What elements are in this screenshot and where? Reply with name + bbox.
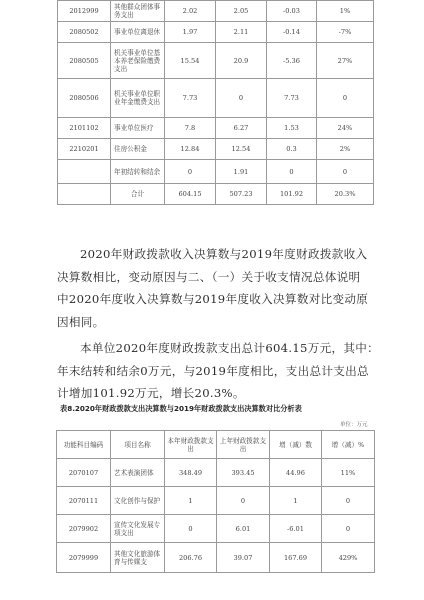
value-cell: 348.49 (165, 459, 217, 487)
table-row (58, 22, 374, 43)
name-cell: 艺术表演团体 (111, 459, 165, 487)
value-cell: 0 (322, 515, 375, 543)
unit-label: 单位：万元 (340, 422, 368, 428)
value-cell: 0 (317, 79, 374, 118)
value-cell: -0.14 (267, 22, 317, 43)
value-cell: 1.53 (267, 118, 317, 139)
value-cell: 101.92 (267, 184, 317, 205)
value-cell: -5.36 (267, 43, 317, 79)
value-cell: 1% (317, 1, 374, 22)
value-cell: 2.05 (216, 1, 267, 22)
code-cell: 2210201 (58, 139, 111, 160)
text-line: 2020年财政拨款收入决算数与2019年度财政拨款收入 (80, 247, 368, 261)
value-cell: 0.3 (267, 139, 317, 160)
header-cell: 功能科目编码 (57, 431, 111, 459)
code-cell: 2070107 (57, 459, 111, 487)
value-cell: 7.8 (165, 118, 216, 139)
header-cell: 增（减）数 (270, 431, 322, 459)
value-cell: 7.73 (267, 79, 317, 118)
value-cell: 0 (165, 515, 217, 543)
header-cell: 本年财政拨款支出 (165, 431, 217, 459)
code-cell: 2070111 (57, 487, 111, 515)
value-cell: 24% (317, 118, 374, 139)
text-line: 决算数相比，变动原因与二、（一）关于收支情况总体说明 (57, 269, 361, 284)
code-cell: 2080505 (58, 43, 111, 79)
value-cell: -0.03 (267, 1, 317, 22)
value-cell: 0 (317, 160, 374, 184)
table-row (58, 43, 374, 79)
header-cell: 增（减）% (322, 431, 375, 459)
code-cell: 2079999 (57, 543, 111, 573)
table-caption: 表8.2020年财政拨款支出决算数与2019年财政拨款支出决算数对比分析表 (60, 404, 302, 413)
code-cell: 2012999 (58, 1, 111, 22)
value-cell: 1.91 (216, 160, 267, 184)
text-line: 本单位2020年度财政拨款支出总计604.15万元，其中： (80, 341, 380, 355)
table-row (58, 118, 374, 139)
name-cell: 事业单位离退休 (111, 22, 165, 43)
value-cell: 20.9 (216, 43, 267, 79)
value-cell: 2.02 (165, 1, 216, 22)
value-cell: 6.27 (216, 118, 267, 139)
code-cell (58, 160, 111, 184)
table-row (57, 459, 375, 487)
table-row (57, 515, 375, 543)
value-cell: 20.3% (317, 184, 374, 205)
name-cell: 其他文化旅游体育与传媒支 (111, 543, 165, 573)
name-cell: 机关事业单位职业年金缴费支出 (111, 79, 165, 118)
value-cell: 507.23 (216, 184, 267, 205)
text-line: 中2020年度收入决算数与2019年度收入决算数对比变动原 (57, 292, 369, 306)
name-cell: 合计 (111, 184, 165, 205)
name-cell: 其他群众团体事务支出 (111, 1, 165, 22)
value-cell: -7% (317, 22, 374, 43)
value-cell: 0 (267, 160, 317, 184)
expenditure-comparison-table (56, 430, 375, 573)
code-cell: 2079902 (57, 515, 111, 543)
value-cell: 0 (216, 79, 267, 118)
value-cell: 206.76 (165, 543, 217, 573)
value-cell: 2% (317, 139, 374, 160)
code-cell (58, 184, 111, 205)
value-cell: 167.69 (270, 543, 322, 573)
value-cell: 12.84 (165, 139, 216, 160)
income-explanation-paragraph (57, 243, 377, 333)
value-cell: 2.11 (216, 22, 267, 43)
table-row (57, 487, 375, 515)
name-cell: 机关事业单位基本养老保险缴费支出 (111, 43, 165, 79)
value-cell: 0 (165, 160, 216, 184)
value-cell: 0 (322, 487, 375, 515)
value-cell: 1 (165, 487, 217, 515)
value-cell: 12.54 (216, 139, 267, 160)
value-cell: 604.15 (165, 184, 216, 205)
header-cell: 项目名称 (111, 431, 165, 459)
expenditure-summary-paragraph (57, 337, 380, 405)
header-cell: 上年财政拨款支出 (217, 431, 270, 459)
value-cell: 429% (322, 543, 375, 573)
value-cell: 0 (217, 487, 270, 515)
code-cell: 2080506 (58, 79, 111, 118)
table-row (58, 139, 374, 160)
code-cell: 2080502 (58, 22, 111, 43)
header-row (57, 431, 375, 459)
value-cell: 1 (270, 487, 322, 515)
table-row (58, 79, 374, 118)
value-cell: -6.01 (270, 515, 322, 543)
value-cell: 15.54 (165, 43, 216, 79)
text-line: 年末结转和结余0万元，与2019年度相比，支出总计支出总 (57, 363, 369, 378)
text-line: 计增加101.92万元，增长20.3%。 (57, 386, 245, 400)
value-cell: 1.97 (165, 22, 216, 43)
table-row (58, 160, 374, 184)
name-cell: 住房公积金 (111, 139, 165, 160)
income-comparison-table (57, 0, 374, 205)
value-cell: 44.96 (270, 459, 322, 487)
value-cell: 39.07 (217, 543, 270, 573)
total-row (58, 184, 374, 205)
table-row (58, 1, 374, 22)
value-cell: 27% (317, 43, 374, 79)
name-cell: 事业单位医疗 (111, 118, 165, 139)
code-cell: 2101102 (58, 118, 111, 139)
value-cell: 393.45 (217, 459, 270, 487)
name-cell: 年初结转和结余 (111, 160, 165, 184)
name-cell: 宣传文化发展专项支出 (111, 515, 165, 543)
value-cell: 11% (322, 459, 375, 487)
name-cell: 文化创作与保护 (111, 487, 165, 515)
table-row (57, 543, 375, 573)
value-cell: 7.73 (165, 79, 216, 118)
value-cell: 6.01 (217, 515, 270, 543)
text-line: 因相同。 (57, 314, 105, 329)
